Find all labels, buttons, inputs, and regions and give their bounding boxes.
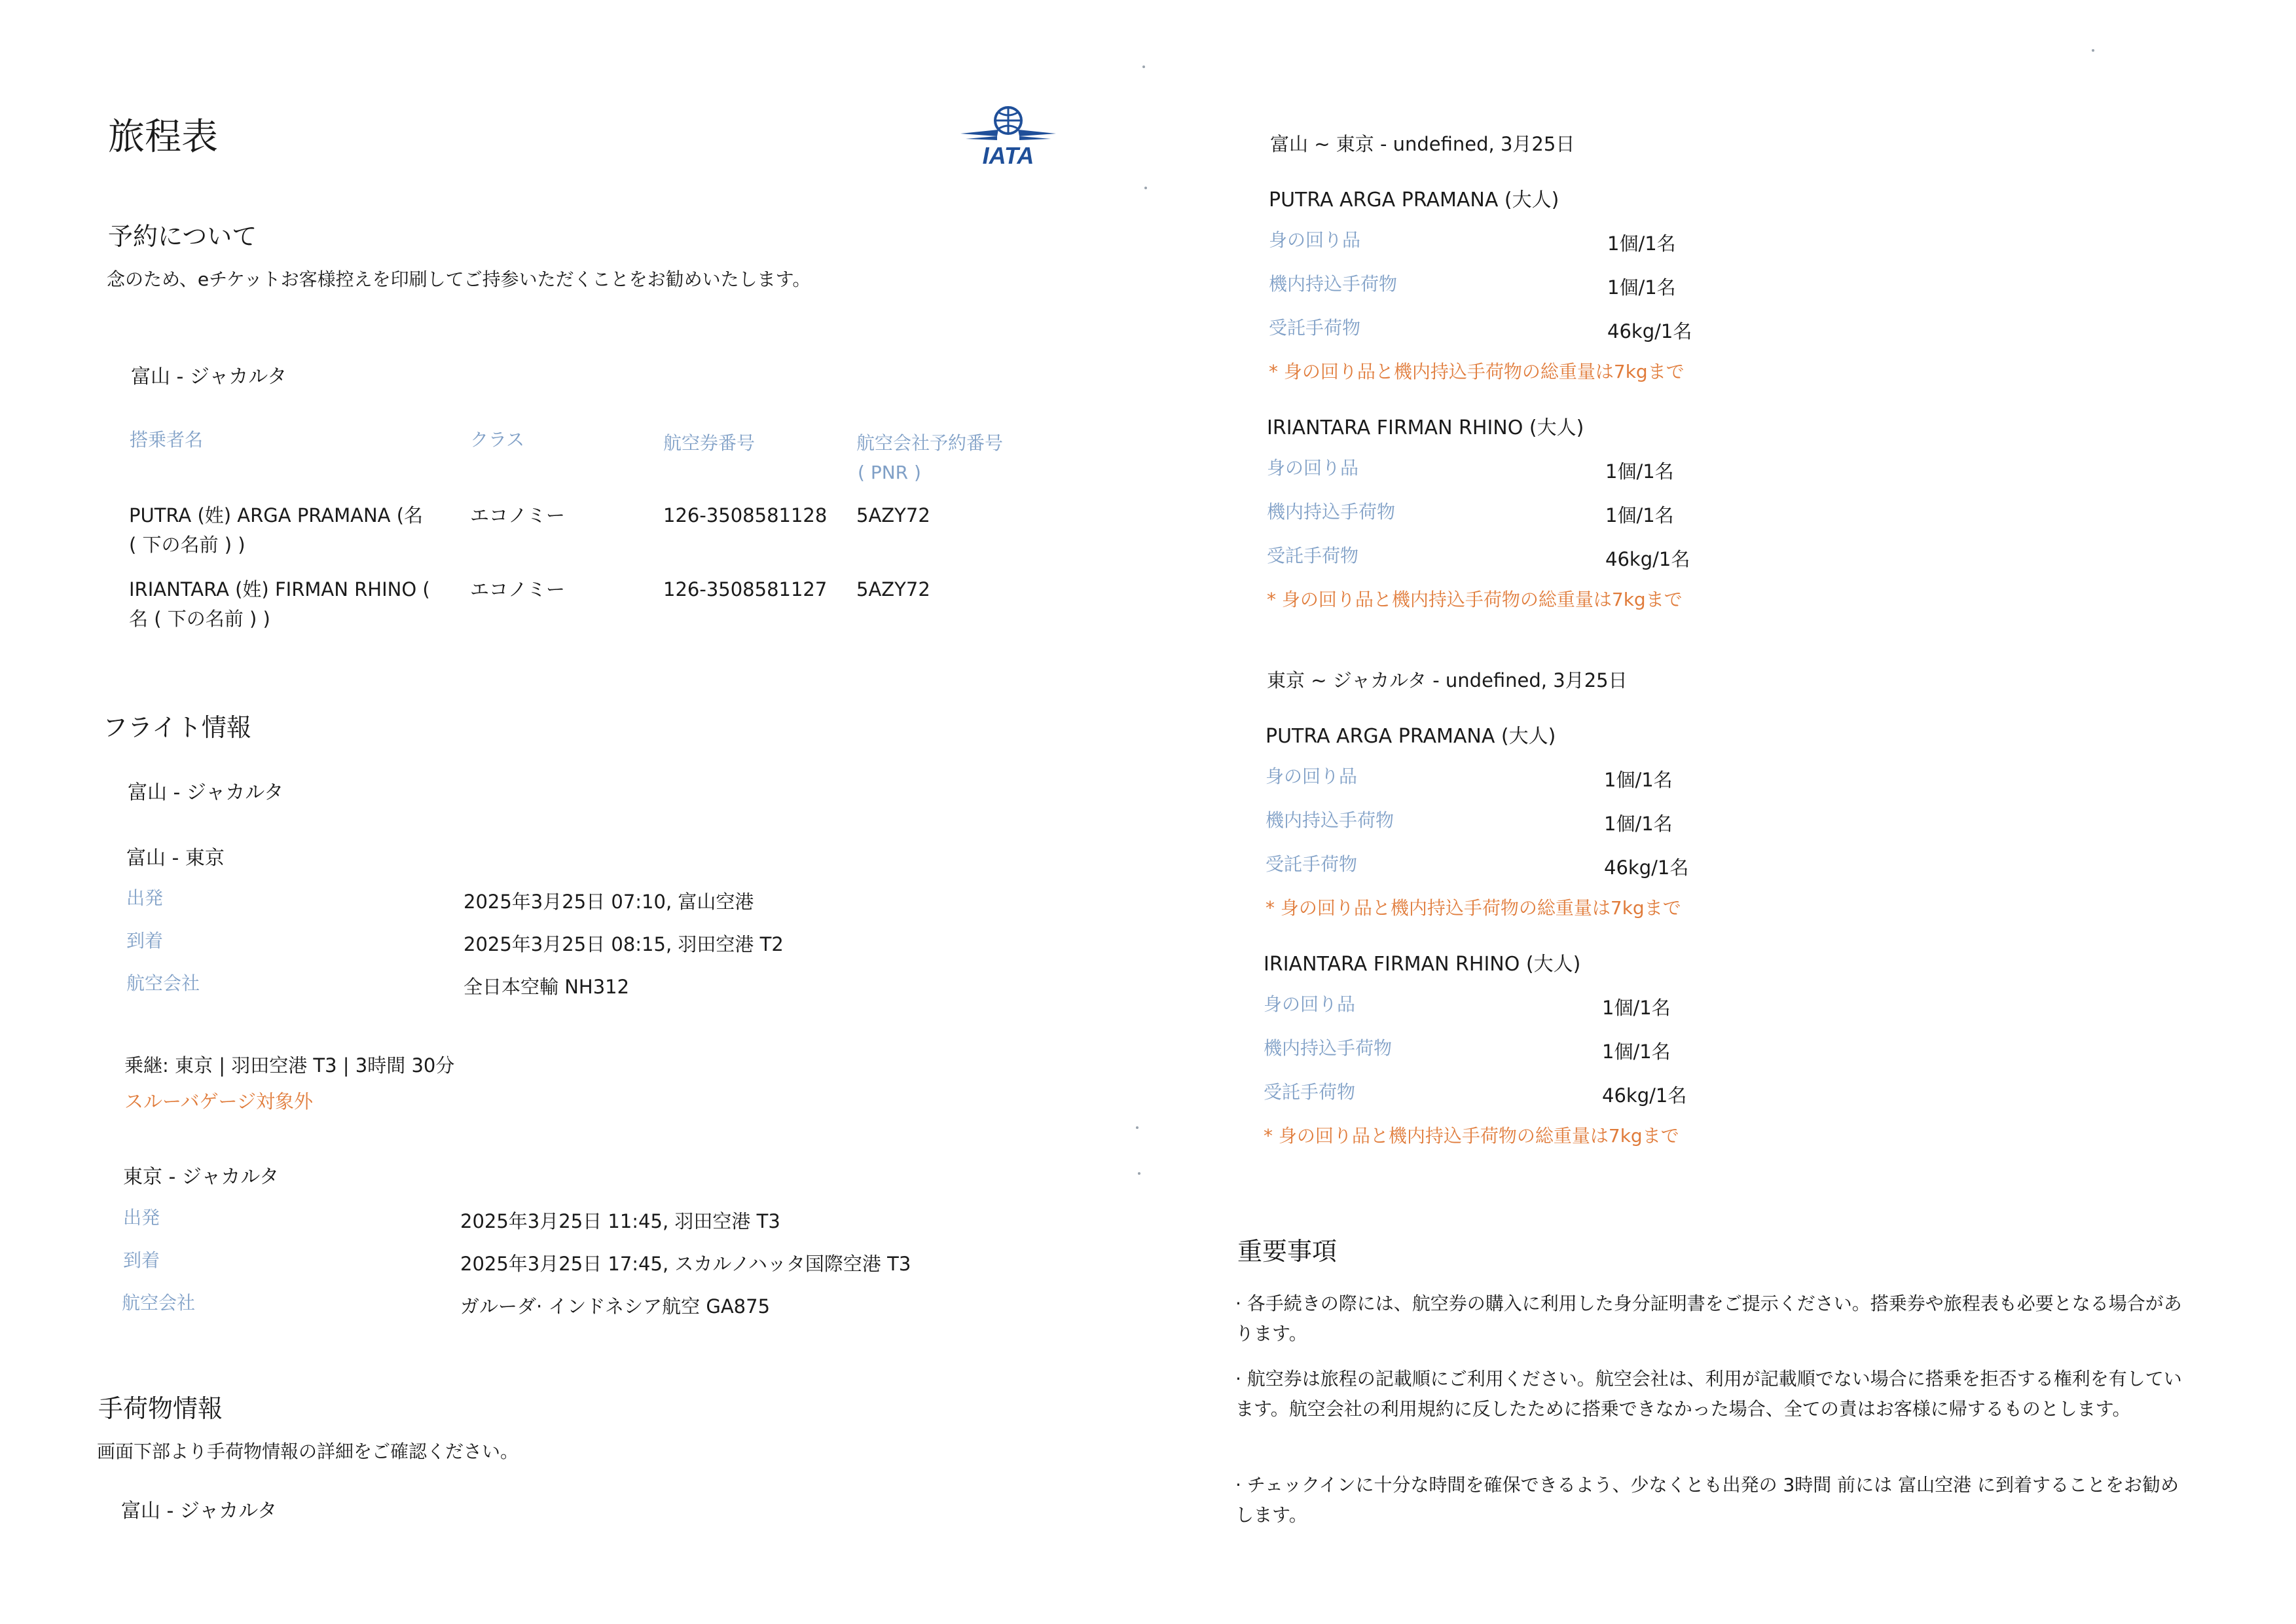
scan-speck <box>1144 187 1147 189</box>
weight-note: * 身の回り品と機内持込手荷物の総重量は7kgまで <box>1266 897 1681 919</box>
baggage-segment2-header: 東京 ~ ジャカルタ - undefined, 3月25日 <box>1267 669 1628 692</box>
carryon-value: 1個/1名 <box>1604 813 1673 835</box>
scan-speck <box>2092 49 2094 52</box>
segment1-airline-label: 航空会社 <box>126 972 200 994</box>
segment2-route: 東京 - ジャカルタ <box>123 1166 280 1189</box>
weight-note: * 身の回り品と機内持込手荷物の総重量は7kgまで <box>1269 361 1685 382</box>
personal-item-label: 身の回り品 <box>1264 993 1356 1015</box>
segment1-depart-label: 出発 <box>126 887 164 909</box>
segment2-arrive-label: 到着 <box>123 1249 160 1271</box>
col-pnr-subheader: ( PNR ) <box>858 462 921 483</box>
segment2-depart-label: 出発 <box>123 1207 160 1228</box>
personal-item-value: 1個/1名 <box>1605 460 1674 483</box>
baggage-passenger-name: IRIANTARA FIRMAN RHINO (大人) <box>1264 953 1581 976</box>
segment1-airline-value: 全日本空輸 NH312 <box>464 976 630 998</box>
baggage-segment1-header: 富山 ~ 東京 - undefined, 3月25日 <box>1270 133 1575 155</box>
page-title: 旅程表 <box>108 116 218 158</box>
col-ticket-header: 航空券番号 <box>663 432 756 454</box>
reservation-note: 念のため、eチケットお客様控えを印刷してご持参いただくことをお勧めいたします。 <box>107 268 811 290</box>
segment1-arrive-value: 2025年3月25日 08:15, 羽田空港 T2 <box>464 933 784 955</box>
carryon-value: 1個/1名 <box>1605 504 1674 526</box>
passenger-name: PUTRA (姓) ARGA PRAMANA (名 <box>129 504 424 526</box>
important-heading: 重要事項 <box>1237 1237 1338 1266</box>
ticket-number: 126-3508581128 <box>663 504 828 526</box>
pnr-code: 5AZY72 <box>856 504 930 526</box>
segment1-depart-value: 2025年3月25日 07:10, 富山空港 <box>464 891 754 913</box>
checked-value: 46kg/1名 <box>1604 857 1689 879</box>
passenger-name: IRIANTARA (姓) FIRMAN RHINO ( <box>129 578 430 600</box>
flight-heading: フライト情報 <box>103 713 251 742</box>
important-item: · 各手続きの際には、航空券の購入に利用した身分証明書をご提示ください。搭乗券や旅程表も必要となる場合があります。 <box>1235 1293 2182 1344</box>
baggage-passenger-name: PUTRA ARGA PRAMANA (大人) <box>1269 189 1559 212</box>
personal-item-label: 身の回り品 <box>1267 457 1359 479</box>
important-item: · 航空券は旅程の記載順にご利用ください。航空会社は、利用が記載順でない場合に搭乗を拒否する権利を有しています。航空会社の利用規約に反したために搭乗できなかった場合、全ての責はお客様に帰するものとします。 <box>1235 1368 2182 1420</box>
passenger-class: エコノミー <box>470 578 566 600</box>
carryon-value: 1個/1名 <box>1602 1041 1671 1063</box>
segment2-depart-value: 2025年3月25日 11:45, 羽田空港 T3 <box>460 1210 780 1232</box>
flight-route: 富山 - ジャカルタ <box>128 781 284 804</box>
passenger-class: エコノミー <box>470 504 566 526</box>
checked-value: 46kg/1名 <box>1607 320 1692 342</box>
baggage-note: 画面下部より手荷物情報の詳細をご確認ください。 <box>97 1441 519 1462</box>
scan-speck <box>1138 1172 1140 1175</box>
baggage-passenger-name: IRIANTARA FIRMAN RHINO (大人) <box>1267 416 1584 439</box>
reservation-heading: 予約について <box>108 222 257 251</box>
iata-logo-text: IATA <box>982 142 1034 169</box>
checked-label: 受託手荷物 <box>1264 1081 1356 1103</box>
col-pnr-header: 航空会社予約番号 <box>856 432 1004 454</box>
carryon-value: 1個/1名 <box>1607 276 1676 299</box>
iata-logo <box>959 103 1057 169</box>
carryon-label: 機内持込手荷物 <box>1264 1037 1393 1059</box>
passenger-name-note: 名 ( 下の名前 ) ) <box>129 608 270 630</box>
carryon-label: 機内持込手荷物 <box>1267 501 1396 523</box>
scan-speck <box>1136 1126 1139 1129</box>
personal-item-label: 身の回り品 <box>1269 229 1361 251</box>
checked-label: 受託手荷物 <box>1269 317 1361 339</box>
segment2-airline-label: 航空会社 <box>122 1292 196 1314</box>
passenger-name-note: ( 下の名前 ) ) <box>129 534 246 556</box>
scan-speck <box>1142 65 1145 68</box>
ticket-number: 126-3508581127 <box>663 578 828 600</box>
baggage-passenger-name: PUTRA ARGA PRAMANA (大人) <box>1266 725 1556 748</box>
weight-note: * 身の回り品と機内持込手荷物の総重量は7kgまで <box>1264 1125 1679 1147</box>
transfer-info: 乗継: 東京 | 羽田空港 T3 | 3時間 30分 <box>124 1054 455 1077</box>
checked-label: 受託手荷物 <box>1267 545 1359 566</box>
personal-item-value: 1個/1名 <box>1607 232 1676 255</box>
personal-item-label: 身の回り品 <box>1266 766 1358 787</box>
reservation-route: 富山 - ジャカルタ <box>131 365 287 388</box>
checked-value: 46kg/1名 <box>1605 548 1690 570</box>
important-item: · チェックインに十分な時間を確保できるよう、少なくとも出発の 3時間 前には 富山空港 に到着することをお勧めします。 <box>1235 1474 2179 1526</box>
segment1-route: 富山 - 東京 <box>126 847 225 870</box>
baggage-heading: 手荷物情報 <box>98 1394 223 1423</box>
personal-item-value: 1個/1名 <box>1604 769 1673 791</box>
transfer-baggage-note: スルーバゲージ対象外 <box>124 1090 313 1113</box>
segment2-airline-value: ガルーダ· インドネシア航空 GA875 <box>460 1295 771 1318</box>
col-passenger-header: 搭乗者名 <box>130 429 204 451</box>
segment2-arrive-value: 2025年3月25日 17:45, スカルノハッタ国際空港 T3 <box>460 1253 911 1275</box>
col-class-header: クラス <box>470 429 525 451</box>
checked-value: 46kg/1名 <box>1602 1084 1687 1107</box>
carryon-label: 機内持込手荷物 <box>1269 273 1398 295</box>
baggage-route: 富山 - ジャカルタ <box>121 1500 278 1522</box>
weight-note: * 身の回り品と機内持込手荷物の総重量は7kgまで <box>1267 589 1683 610</box>
segment1-arrive-label: 到着 <box>126 930 164 951</box>
personal-item-value: 1個/1名 <box>1602 997 1671 1019</box>
checked-label: 受託手荷物 <box>1266 853 1358 875</box>
carryon-label: 機内持込手荷物 <box>1266 809 1394 831</box>
pnr-code: 5AZY72 <box>856 578 930 600</box>
